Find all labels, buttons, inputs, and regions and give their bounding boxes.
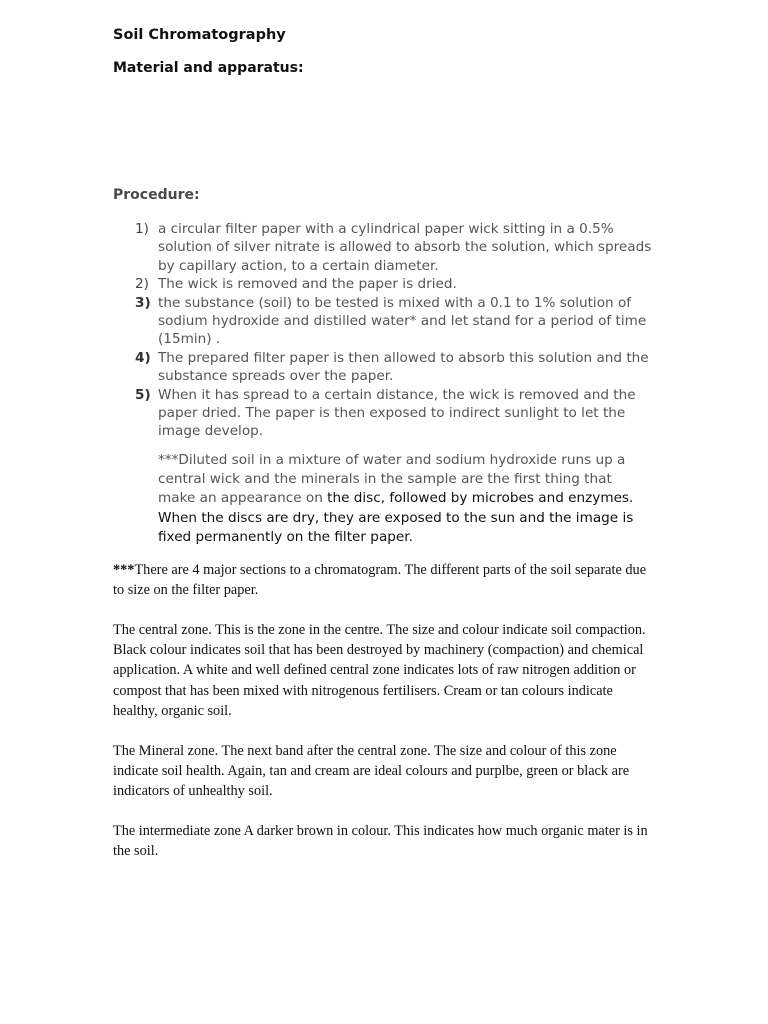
asterisk-marker: *** xyxy=(113,562,135,578)
mineral-zone-paragraph: The Mineral zone. The next band after the central zone. The size and colour of this zone indicate soil health. Again, tan and cream are ideal colours and purplbe, green or black are indicators of unhealthy soil. xyxy=(113,743,630,800)
step-number: 1) xyxy=(135,221,149,237)
intermediate-zone-paragraph: The intermediate zone A darker brown in colour. This indicates how much organic mater is in the soil. xyxy=(113,823,648,860)
procedure-step xyxy=(113,386,653,441)
step-text: The prepared filter paper is then allowed to absorb this solution and the substance spreads over the paper. xyxy=(158,349,649,385)
procedure-step xyxy=(113,349,653,386)
step-text: a circular filter paper with a cylindrical paper wick sitting in a 0.5% solution of silver nitrate is allowed to absorb the solution, which spreads by capillary action, to a certain diameter. xyxy=(158,221,652,274)
step-number: 3) xyxy=(135,294,151,311)
materials-heading: Material and apparatus: xyxy=(113,60,304,76)
step-number: 4) xyxy=(135,349,151,366)
procedure-step xyxy=(113,220,653,275)
procedure-heading: Procedure: xyxy=(113,187,200,203)
note-text-dark: the disc, followed by microbes and enzymes. When the discs are dry, they are exposed to the sun and the image is fixed permanently on the filter paper. xyxy=(158,490,634,545)
document-title: Soil Chromatography xyxy=(113,27,286,43)
step-text: the substance (soil) to be tested is mixed with a 0.1 to 1% solution of sodium hydroxide and distilled water* and let stand for a period of time (15min) . xyxy=(158,294,647,348)
step-number: 2) xyxy=(135,276,149,293)
chromatogram-sections-paragraph xyxy=(113,560,653,600)
central-zone-paragraph: The central zone. This is the zone in the centre. The size and colour indicate soil compaction. Black colour indicates soil that has been destroyed by machinery (compaction) and chemical application. A white and well defined central zone indicates lots of raw nitrogen addition or compost that has been mixed with nitrogenous fertilisers. Cream or tan colours indicate healthy, organic soil. xyxy=(113,622,646,719)
note-text-grey: ***Diluted soil in a mixture of water and sodium hydroxide runs up a central wick and the minerals in the sample are the first thing that make an appearance on xyxy=(158,452,626,507)
diluted-soil-note xyxy=(158,451,653,547)
step-number: 5) xyxy=(135,386,151,403)
step-text: The wick is removed and the paper is dried. xyxy=(158,276,457,293)
step-text: When it has spread to a certain distance, the wick is removed and the paper dried. The paper is then exposed to indirect sunlight to let the image develop. xyxy=(158,386,636,440)
procedure-step xyxy=(113,275,653,293)
procedure-steps-list xyxy=(113,220,653,441)
paragraph-text: There are 4 major sections to a chromatogram. The different parts of the soil separate due to size on the filter paper. xyxy=(113,562,647,599)
procedure-step xyxy=(113,294,653,349)
